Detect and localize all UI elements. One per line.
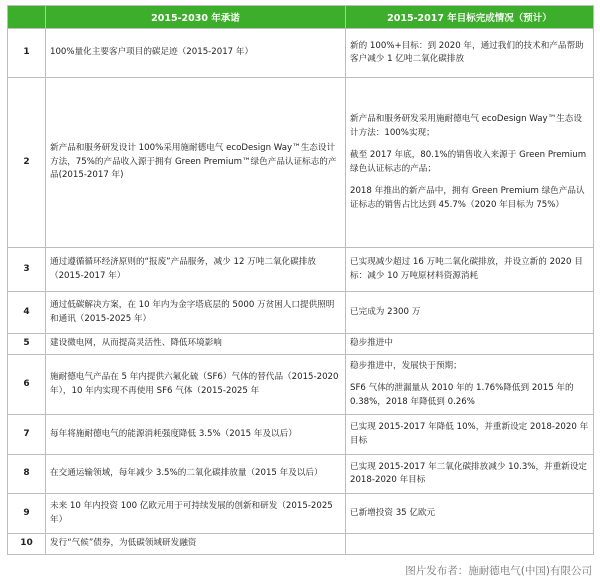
- row-number: 4: [8, 292, 46, 334]
- row-number: 5: [8, 334, 46, 355]
- status-text: SF6 气体的泄漏量从 2010 年的 1.76%降低到 2015 年的 0.38%，2018 年降低到 0.26%: [350, 383, 574, 407]
- status-cell: [346, 355, 594, 415]
- commitment-cell: [46, 29, 346, 78]
- commitment-cell: [46, 292, 346, 334]
- commitment-cell: [46, 415, 346, 455]
- status-text: 已实现 2015-2017 年二氧化碳排放减少 10.3%，并重新设定 2018-2020 年目标: [350, 461, 588, 485]
- status-cell: [346, 415, 594, 455]
- commitment-text: 通过遵循循环经济原则的“报废”产品服务，减少 12 万吨二氧化碳排放（2015-2017 年）: [50, 257, 316, 281]
- commitment-cell: [46, 248, 346, 292]
- table-row: [8, 292, 594, 334]
- commitment-cell: [46, 534, 346, 555]
- header-status: 2015-2017 年目标完成情况（预计）: [346, 6, 594, 29]
- status-text: 已完成为 2300 万: [350, 306, 421, 317]
- commitment-text: 在交通运输领域，每年减少 3.5%的二氧化碳排放量（2015 年及以后）: [50, 468, 323, 479]
- commitment-cell: [46, 494, 346, 534]
- commitment-cell: [46, 455, 346, 494]
- status-cell: [346, 534, 594, 555]
- commitment-text: 未来 10 年内投资 100 亿欧元用于可持续发展的创新和研发（2015-2025 年）: [50, 501, 333, 525]
- row-number: 7: [8, 415, 46, 455]
- row-number: 6: [8, 355, 46, 415]
- table-row: [8, 248, 594, 292]
- header-number: [8, 6, 46, 29]
- commitment-cell: [46, 355, 346, 415]
- status-text: 已新增投资 35 亿欧元: [350, 507, 436, 518]
- status-text: 已实现 2015-2017 年降低 10%，并重新设定 2018-2020 年目标: [350, 422, 589, 446]
- table-row: [8, 534, 594, 555]
- status-text: 截至 2017 年底，80.1%的销售收入来源于 Green Premium 绿色认证标志的产品；: [350, 150, 587, 174]
- status-cell: [346, 292, 594, 334]
- publisher-watermark: 图片发布者：施耐德电气(中国)有限公司: [405, 565, 592, 577]
- table-row: [8, 455, 594, 494]
- status-cell: [346, 29, 594, 78]
- row-number: 8: [8, 455, 46, 494]
- row-number: 10: [8, 534, 46, 555]
- row-number: 1: [8, 29, 46, 78]
- table-header-row: [8, 6, 594, 29]
- commitment-text: 建设微电网，从而提高灵活性、降低环境影响: [50, 338, 222, 349]
- commitment-cell: [46, 334, 346, 355]
- status-cell: [346, 78, 594, 248]
- commitment-text: 新产品和服务研发设计 100%采用施耐德电气 ecoDesign Way™生态设计方法，75%的产品收入源于拥有 Green Premium™绿色产品认证标志的产品(2015-2017 年): [50, 143, 337, 181]
- commitment-cell: [46, 78, 346, 248]
- status-text: 已实现减少超过 16 万吨二氧化碳排放，并设立新的 2020 目标：减少 10 万吨原材料资源消耗: [350, 257, 583, 281]
- status-text: 稳步推进中: [350, 338, 393, 349]
- status-text: 新产品和服务研发采用施耐德电气 ecoDesign Way™生态设计方法：100%实现；: [350, 114, 582, 138]
- table-row: [8, 494, 594, 534]
- status-text: 新的 100%+目标：到 2020 年，通过我们的技术和产品帮助客户减少 1 亿吨二氧化碳排放: [350, 40, 584, 64]
- commitment-text: 通过低碳解决方案，在 10 年内为金字塔底层的 5000 万贫困人口提供照明和通讯（2015-2025 年）: [50, 300, 335, 324]
- commitment-text: 每年将施耐德电气的能源消耗强度降低 3.5%（2015 年及以后）: [50, 428, 297, 439]
- row-number: 9: [8, 494, 46, 534]
- commitment-text: 发行“气候”债券，为低碳领域研发融资: [50, 538, 197, 548]
- table-row: [8, 78, 594, 248]
- status-text: 2018 年推出的新产品中，拥有 Green Premium 绿色产品认证标志的销售占比达到 45.7%（2020 年目标为 75%）: [350, 186, 585, 210]
- status-cell: [346, 334, 594, 355]
- row-number: 3: [8, 248, 46, 292]
- status-cell: [346, 494, 594, 534]
- table-row: [8, 29, 594, 78]
- status-cell: [346, 248, 594, 292]
- status-text: 稳步推进中，发展快于预期；: [350, 360, 462, 371]
- commitment-text: 100%量化主要客户项目的碳足迹（2015-2017 年）: [50, 47, 254, 58]
- table-row: [8, 415, 594, 455]
- table-row: [8, 355, 594, 415]
- header-commitment: 2015-2030 年承诺: [46, 6, 346, 29]
- row-number: 2: [8, 78, 46, 248]
- table-body: [8, 29, 594, 555]
- status-cell: [346, 455, 594, 494]
- commitments-table: [7, 5, 594, 555]
- commitment-text: 施耐德电气产品在 5 年内提供六氟化硫（SF6）气体的替代品（2015-2020 年），10 年内实现不再使用 SF6 气体（2015-2025 年: [50, 372, 339, 396]
- table-row: [8, 334, 594, 355]
